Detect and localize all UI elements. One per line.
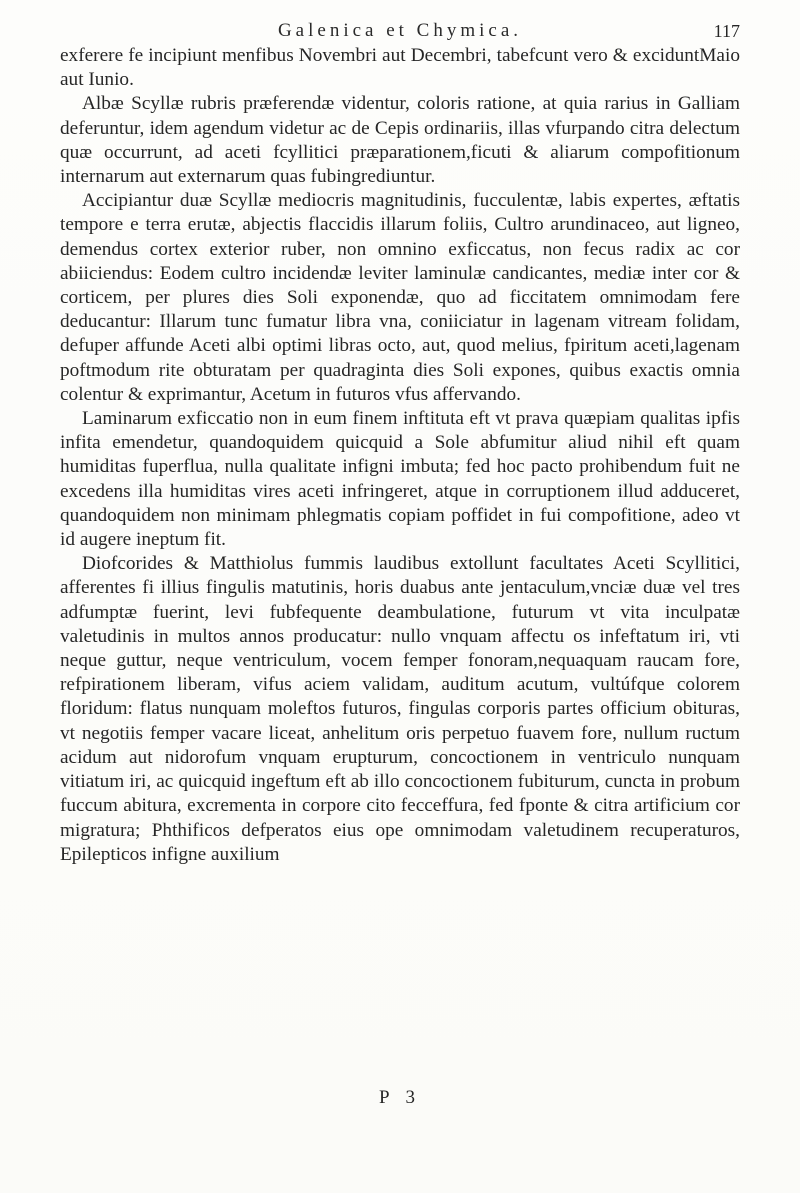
paragraph-continuation: exferere fe incipiunt menfibus Novembri aut Decembri, tabefcunt vero & exciduntMaio aut Iunio.: [60, 45, 740, 91]
running-title: Galenica et Chymica.: [277, 20, 523, 41]
body-text: [60, 44, 740, 867]
running-head: [60, 16, 740, 46]
paragraph-albae-scyllae: Albæ Scyllæ rubris præferendæ videntur, coloris ratione, at quia rarius in Galliam deferuntur, idem agendum videtur ac de Cepis ordinariis, illas vfurpando citra delectum quæ occurrunt, ad aceti fcyllitici præparationem,ficuti & aliarum compofitionum internarum aut externarum quas fubingrediuntur.: [60, 93, 740, 188]
page-number: 117: [713, 21, 740, 41]
paragraph-accipiantur: Accipiantur duæ Scyllæ mediocris magnitudinis, fucculentæ, labis expertes, æftatis tempore e terra erutæ, abjectis flaccidis illarum foliis, Cultro arundinaceo, aut ligneo, demendus cortex exterior ruber, non omnino exficcatus, non fecus radix ac cor abiiciendus: Eodem cultro incidendæ leviter laminulæ candicantes, mediæ inter cor & corticem, per plures dies Soli exponendæ, quo ad ficcitatem omnimodam fere deducantur: Illarum tunc fumatur libra vna, coniiciatur in lagenam vitream folidam, defuper affunde Aceti albi optimi libras octo, aut, quod melius, fpiritum aceti,lagenam poftmodum rite obturatam per quadraginta dies Soli expones, quibus exactis omnia colentur & exprimantur, Acetum in futuros vfus affervando.: [60, 190, 740, 405]
paragraph-laminarum: Laminarum exficcatio non in eum finem inftituta eft vt prava quæpiam qualitas ipfis infita emendetur, quandoquidem quicquid a Sole abfumitur aliud nihil eft quam humiditas fuperflua, nulla qualitate infigni imbuta; fed hoc pacto prohibendum fuit ne excedens illa humiditas vires aceti infringeret, atque in corruptionem illud adduceret, quandoquidem non minimam phlegmatis copiam poffidet in fui compofitione, adeo vt id augere ineptum fit.: [60, 408, 740, 551]
signature-mark: P 3: [378, 1087, 422, 1108]
paragraph-dioscorides: Diofcorides & Matthiolus fummis laudibus extollunt facultates Aceti Scyllitici, afferentes fi illius fingulis matutinis, horis duabus ante jentaculum,vnciæ duæ vel tres adfumptæ fuerint, levi fubfequente deambulatione, futurum vt vita inculpatæ valetudinis in multos annos producatur: nullo vnquam affectu os infeftatum iri, vti neque guttur, neque ventriculum, vocem femper fonoram,nequaquam raucam fore, refpirationem liberam, vifus aciem validam, auditum acutum, vultúfque colorem floridum: flatus nunquam moleftos futuros, fingulas corporis partes officium obituras, vt negotiis femper vacare liceat, anhelitum oris perpetuo fuavem fore, nullum ructum acidum aut nidorofum vnquam erupturum, concoctionem in ventriculo nunquam vitiatum iri, ac quicquid ingeftum eft ab illo concoctionem fubiturum, cuncta in probum fuccum abitura, excrementa in corpore cito fecceffura, fed fponte & citra artificium cor migratura; Phthificos defperatos eius ope omnimodam valetudinem recuperaturos, Epilepticos infigne auxilium: [60, 553, 740, 865]
